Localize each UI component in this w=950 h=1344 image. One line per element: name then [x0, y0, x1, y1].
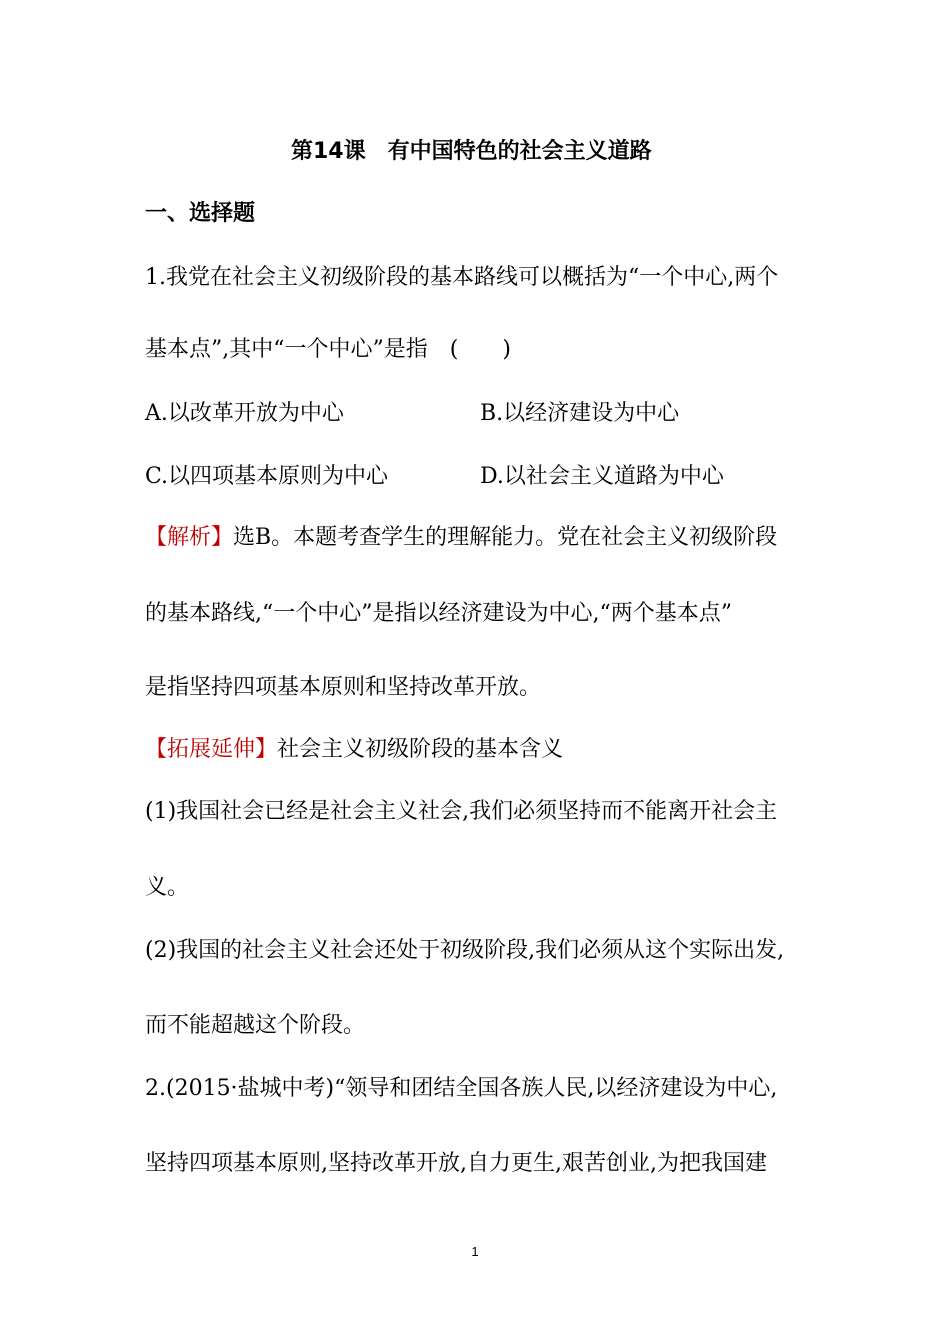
analysis-line-1	[145, 524, 777, 552]
extension-point-2-line-2: 而不能超越这个阶段。	[145, 1013, 366, 1038]
extension-tag: 【拓展延伸】	[145, 737, 278, 762]
section-heading: 一、选择题	[145, 201, 256, 226]
question-1-line-1: 1.我党在社会主义初级阶段的基本路线可以概括为“一个中心,两个	[145, 265, 779, 290]
analysis-line-2: 的基本路线,“一个中心”是指以经济建设为中心,“两个基本点”	[145, 601, 732, 626]
question-2-line-1: 2.(2015·盐城中考)“领导和团结全国各族人民,以经济建设为中心,	[145, 1076, 778, 1101]
analysis-line-3: 是指坚持四项基本原则和坚持改革开放。	[145, 675, 542, 700]
question-1-line-2: 基本点”,其中“一个中心”是指 ( )	[145, 337, 511, 362]
option-c: C.以四项基本原则为中心	[145, 464, 389, 489]
option-a: A.以改革开放为中心	[145, 401, 344, 426]
analysis-text-1: 选B。本题考查学生的理解能力。党在社会主义初级阶段	[233, 525, 778, 550]
analysis-tag: 【解析】	[145, 525, 234, 550]
extension-point-1-line-1: (1)我国社会已经是社会主义社会,我们必须坚持而不能离开社会主	[145, 799, 778, 824]
option-b: B.以经济建设为中心	[480, 401, 680, 426]
extension-point-1-line-2: 义。	[145, 875, 190, 900]
option-d: D.以社会主义道路为中心	[480, 464, 724, 489]
extension-heading: 社会主义初级阶段的基本含义	[277, 737, 564, 762]
extension-point-2-line-1: (2)我国的社会主义社会还处于初级阶段,我们必须从这个实际出发,	[145, 938, 785, 963]
lesson-title: 第14课 有中国特色的社会主义道路	[291, 139, 652, 164]
page-number: 1	[471, 1244, 479, 1259]
question-2-line-2: 坚持四项基本原则,坚持改革开放,自力更生,艰苦创业,为把我国建	[145, 1151, 767, 1176]
extension-heading-line	[145, 736, 563, 764]
